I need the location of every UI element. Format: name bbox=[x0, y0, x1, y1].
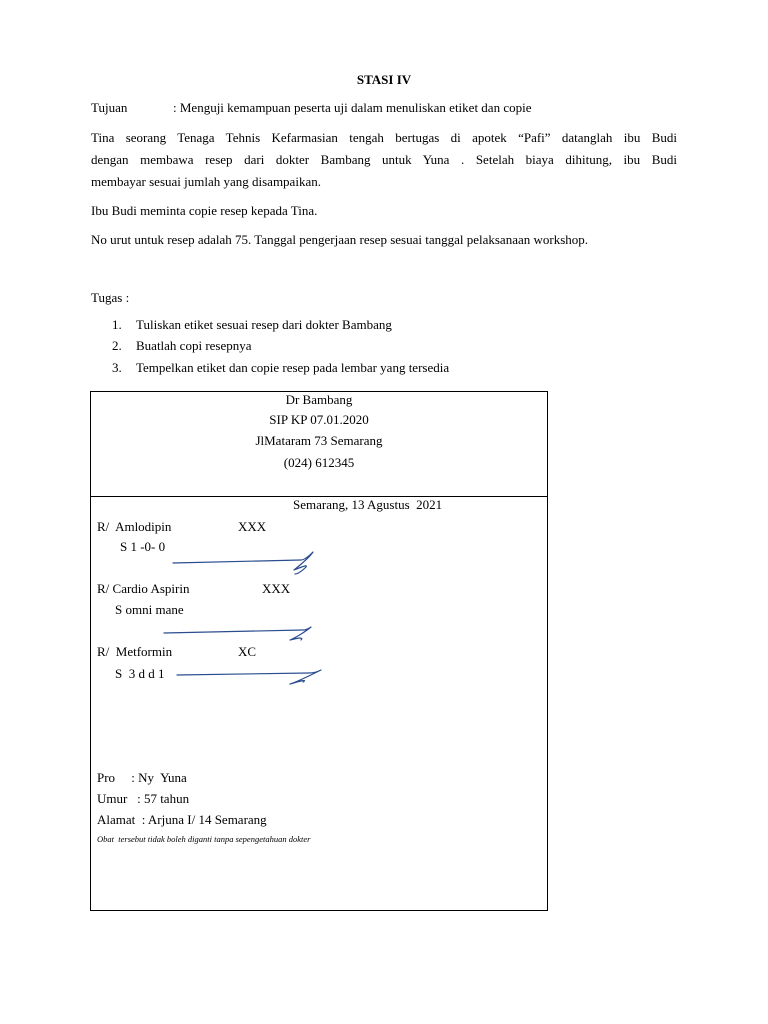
prescription-date: Semarang, 13 Agustus 2021 bbox=[293, 497, 443, 512]
page-title: STASI IV bbox=[356, 72, 412, 87]
paragraph-1-line-2: dengan membawa resep dari dokter Bambang untuk Yuna . Setelah biaya dihitung, ibu Budi bbox=[91, 152, 677, 167]
tugas-label: Tugas : bbox=[91, 290, 130, 305]
patient-alamat: Alamat : Arjuna I/ 14 Semarang bbox=[97, 812, 267, 827]
patient-pro: Pro : Ny Yuna bbox=[97, 770, 187, 785]
tugas-item-text: Tempelkan etiket dan copie resep pada lembar yang tersedia bbox=[136, 360, 450, 375]
paraf-mark-amlodipin bbox=[173, 552, 313, 574]
tugas-item-text: Tuliskan etiket sesuai resep dari dokter Bambang bbox=[136, 317, 392, 332]
tugas-item-number: 2. bbox=[112, 338, 122, 353]
rx-signa-amlodipin: S 1 -0- 0 bbox=[120, 539, 166, 554]
paraf-marks bbox=[91, 392, 547, 910]
paragraph-2: Ibu Budi meminta copie resep kepada Tina. bbox=[91, 203, 318, 218]
prescription-box bbox=[90, 391, 548, 911]
patient-umur: Umur : 57 tahun bbox=[97, 791, 190, 806]
doctor-name: Dr Bambang bbox=[285, 392, 353, 407]
rx-qty-amlodipin: XXX bbox=[238, 519, 267, 534]
tugas-item-text: Buatlah copi resepnya bbox=[136, 338, 252, 353]
tujuan-text: : Menguji kemampuan peserta uji dalam menuliskan etiket dan copie bbox=[173, 100, 532, 115]
doctor-sip: SIP KP 07.01.2020 bbox=[269, 412, 369, 427]
tujuan-label: Tujuan bbox=[91, 100, 128, 115]
rx-signa-cardio-aspirin: S omni mane bbox=[115, 602, 184, 617]
paraf-mark-cardio-aspirin bbox=[164, 627, 311, 640]
tugas-item bbox=[112, 338, 252, 354]
tugas-item bbox=[112, 317, 392, 333]
rx-qty-cardio-aspirin: XXX bbox=[262, 581, 291, 596]
tugas-item bbox=[112, 360, 449, 376]
prescription-note: Obat tersebut tidak boleh diganti tanpa sepengetahuan dokter bbox=[97, 834, 311, 844]
rx-qty-metformin: XC bbox=[238, 644, 257, 659]
doctor-phone: (024) 612345 bbox=[283, 455, 355, 470]
tugas-item-number: 3. bbox=[112, 360, 122, 375]
tugas-item-number: 1. bbox=[112, 317, 122, 332]
paragraph-1-line-1: Tina seorang Tenaga Tehnis Kefarmasian tengah bertugas di apotek “Pafi” datanglah ibu Budi bbox=[91, 130, 677, 145]
rx-drug-metformin: R/ Metformin bbox=[97, 644, 173, 659]
paraf-mark-metformin bbox=[177, 670, 321, 684]
rx-drug-amlodipin: R/ Amlodipin bbox=[97, 519, 172, 534]
rx-drug-cardio-aspirin: R/ Cardio Aspirin bbox=[97, 581, 190, 596]
rx-signa-metformin: S 3 d d 1 bbox=[115, 666, 165, 681]
doctor-address: JlMataram 73 Semarang bbox=[255, 433, 383, 448]
paragraph-3: No urut untuk resep adalah 75. Tanggal pengerjaan resep sesuai tanggal pelaksanaan workshop. bbox=[91, 232, 589, 247]
paragraph-1-line-3: membayar sesuai jumlah yang disampaikan. bbox=[91, 174, 321, 189]
